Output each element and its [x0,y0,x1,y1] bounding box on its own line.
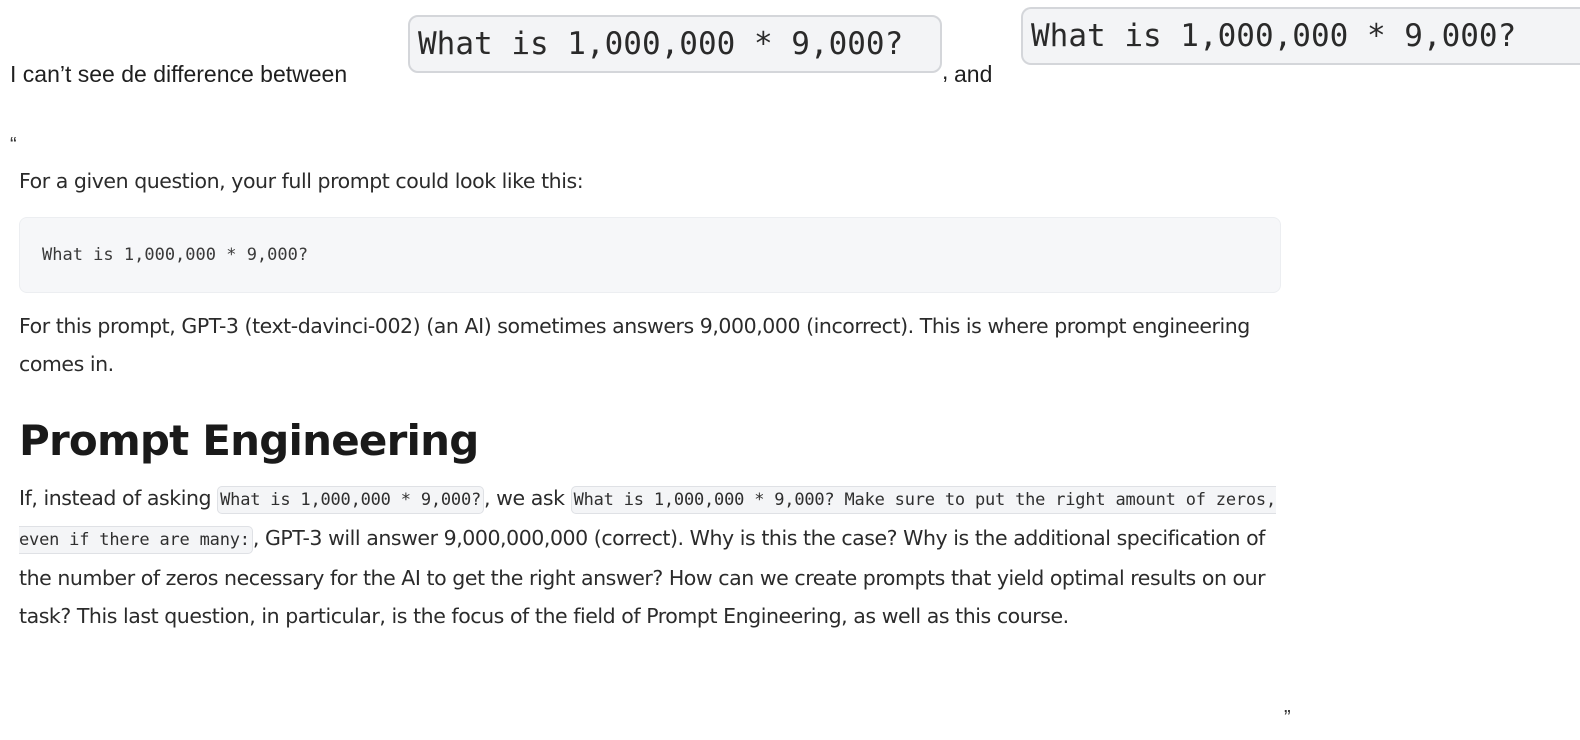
open-quote-mark: “ [10,134,17,156]
inline-code-question: What is 1,000,000 * 9,000? [217,486,484,514]
gpt3-paragraph: For this prompt, GPT-3 (text-davinci-002) (an AI) sometimes answers 9,000,000 (incorrect). This is where prompt engineering comes in. [19,314,1250,376]
code-snippet-a: What is 1,000,000 * 9,000? [408,15,942,73]
explanation-text-2: , we ask [484,486,571,510]
code-snippet-b: What is 1,000,000 * 9,000? [1021,7,1580,65]
prompt-code-block: What is 1,000,000 * 9,000? [19,217,1281,293]
question-comma: , [942,58,949,84]
inline-code-improved-prompt: What is 1,000,000 * 9,000? Make sure to put the right amount of zeros, even if there are many: [19,486,1276,554]
explanation-text-3: , GPT-3 will answer 9,000,000,000 (correct). Why is this the case? Why is the additional specification of the number of zeros necessary for the AI to get the right answer? How can we create prompts that yield optimal results on our task? This last question, in particular, is the focus of the field of Prompt Engineering, as well as this course. [19,526,1266,628]
quoted-article [19,162,1281,635]
explanation-paragraph [19,479,1281,635]
intro-paragraph: For a given question, your full prompt could look like this: [19,169,584,193]
question-intro: I can’t see de difference between [10,61,348,87]
question-and: and [954,61,993,87]
close-quote-mark: ” [1284,707,1291,729]
section-heading: Prompt Engineering [19,416,479,465]
explanation-text-1: If, instead of asking [19,486,218,510]
